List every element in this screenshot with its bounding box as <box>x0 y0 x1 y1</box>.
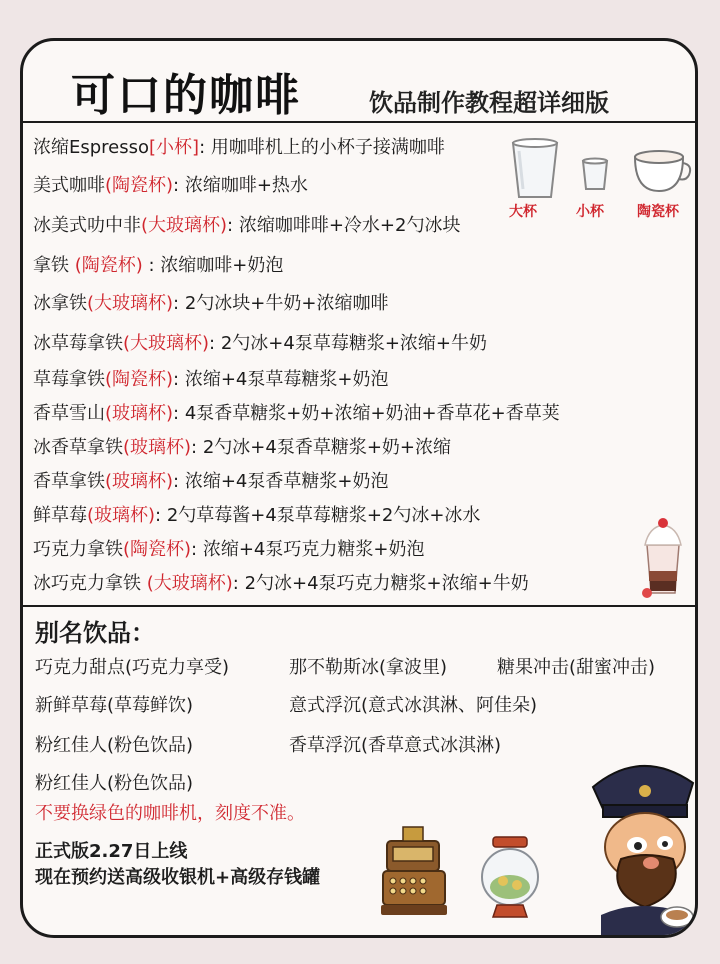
cup-type: [小杯] <box>149 137 200 158</box>
recipe-row <box>33 251 283 277</box>
drink-recipe: : 2勺冰+4泵香草糖浆+奶+浓缩 <box>191 437 451 458</box>
drink-name: 草莓拿铁 <box>33 369 105 390</box>
alias-section-title: 别名饮品： <box>35 619 155 647</box>
drink-name: 浓缩Espresso <box>33 137 150 158</box>
drink-name: 冰草莓拿铁 <box>33 333 123 354</box>
ceramic-cup-icon <box>629 147 695 197</box>
recipe-row <box>33 501 480 527</box>
recipe-row <box>33 171 308 197</box>
drink-recipe: : 4泵香草糖浆+奶+浓缩+奶油+香草花+香草荚 <box>173 403 560 424</box>
warning-text: 不要换绿色的咖啡机，刻度不准。 <box>35 803 305 824</box>
page-title: 可口的咖啡 <box>71 70 301 121</box>
drink-name: 鲜草莓 <box>33 505 87 526</box>
header-divider <box>23 121 695 123</box>
cup-type: (玻璃杯) <box>105 471 174 492</box>
page-subtitle: 饮品制作教程超详细版 <box>369 89 609 117</box>
cup-type: (大玻璃杯) <box>141 215 228 236</box>
strawberry-drink-icon <box>635 515 691 599</box>
alias-item: 粉红佳人(粉色饮品) <box>35 735 194 756</box>
cup-type: (玻璃杯) <box>105 403 174 424</box>
drink-recipe: : 浓缩咖啡+热水 <box>173 175 308 196</box>
ceramic-cup-label: 陶瓷杯 <box>637 204 679 220</box>
section-divider <box>23 605 695 607</box>
cup-type: (玻璃杯) <box>123 437 192 458</box>
drink-name: 冰香草拿铁 <box>33 437 123 458</box>
money-jar-icon <box>475 831 545 921</box>
drink-name: 拿铁 <box>33 255 75 276</box>
cup-type: (大玻璃杯) <box>123 333 210 354</box>
drink-recipe: : 浓缩咖啡啡+冷水+2勺冰块 <box>227 215 461 236</box>
drink-recipe: : 浓缩+4泵香草糖浆+奶泡 <box>173 471 389 492</box>
cup-type: (玻璃杯) <box>87 505 156 526</box>
drink-recipe: : 浓缩+4泵草莓糖浆+奶泡 <box>173 369 389 390</box>
recipe-row <box>33 133 445 159</box>
drink-name: 冰美式叻中非 <box>33 215 141 236</box>
drink-recipe: : 2勺冰块+牛奶+浓缩咖啡 <box>173 293 389 314</box>
drink-name: 冰拿铁 <box>33 293 87 314</box>
alias-item: 新鲜草莓(草莓鲜饮) <box>35 695 194 716</box>
alias-item: 糖果冲击(甜蜜冲击) <box>497 657 656 678</box>
drink-recipe: : 2勺冰+4泵草莓糖浆+浓缩+牛奶 <box>209 333 487 354</box>
large-cup-label: 大杯 <box>509 204 537 220</box>
recipe-row <box>33 329 487 355</box>
alias-item: 巧克力甜点(巧克力享受) <box>35 657 230 678</box>
drink-name: 巧克力拿铁 <box>33 539 123 560</box>
cup-type: (大玻璃杯) <box>146 573 233 594</box>
drink-recipe: : 用咖啡机上的小杯子接满咖啡 <box>199 137 445 158</box>
cup-type: (陶瓷杯) <box>123 539 192 560</box>
recipe-row <box>33 365 388 391</box>
cup-type: (陶瓷杯) <box>105 369 174 390</box>
cup-type: (大玻璃杯) <box>87 293 174 314</box>
alias-item: 那不勒斯冰(拿波里) <box>289 657 448 678</box>
drink-name: 冰巧克力拿铁 <box>33 573 147 594</box>
recipe-row <box>33 535 424 561</box>
recipe-card <box>20 38 698 938</box>
large-glass-icon <box>505 137 565 203</box>
recipe-row <box>33 569 529 595</box>
recipe-row <box>33 289 388 315</box>
cup-type: (陶瓷杯) <box>105 175 174 196</box>
recipe-row <box>33 211 460 237</box>
cup-type: (陶瓷杯) <box>74 255 143 276</box>
drink-name: 香草拿铁 <box>33 471 105 492</box>
launch-date: 正式版2.27日上线 <box>35 841 188 862</box>
drink-name: 香草雪山 <box>33 403 105 424</box>
drink-recipe: : 2勺冰+4泵巧克力糖浆+浓缩+牛奶 <box>232 573 529 594</box>
small-glass-icon <box>579 157 611 193</box>
promo-text: 现在预约送高级收银机+高级存钱罐 <box>35 867 321 888</box>
recipe-row <box>33 433 451 459</box>
drink-recipe: : 浓缩咖啡+奶泡 <box>142 255 284 276</box>
cash-register-icon <box>377 823 459 919</box>
drink-recipe: : 浓缩+4泵巧克力糖浆+奶泡 <box>191 539 425 560</box>
drink-recipe: : 2勺草莓酱+4泵草莓糖浆+2勺冰+冰水 <box>155 505 481 526</box>
alias-item: 香草浮沉(香草意式冰淇淋) <box>289 735 502 756</box>
alias-item: 粉红佳人(粉色饮品) <box>35 773 194 794</box>
recipe-row <box>33 467 388 493</box>
drink-name: 美式咖啡 <box>33 175 105 196</box>
recipe-row <box>33 399 560 425</box>
small-cup-label: 小杯 <box>576 204 604 220</box>
captain-character-icon <box>581 747 698 938</box>
alias-item: 意式浮沉(意式冰淇淋、阿佳朵) <box>289 695 538 716</box>
